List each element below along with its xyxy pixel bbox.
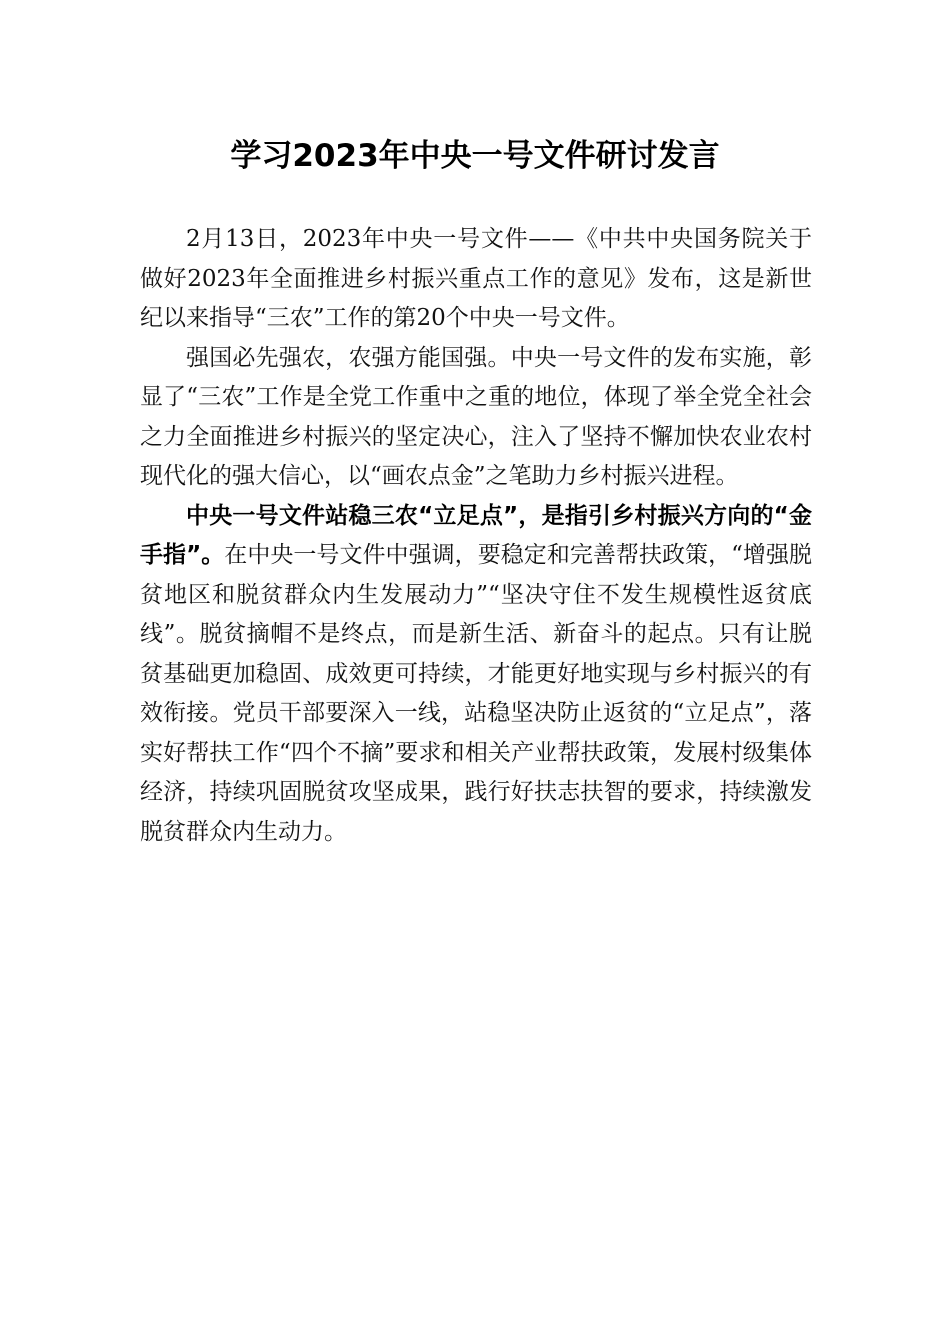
paragraph-heading: 中央一号文件站稳三农“立足点”，是指引乡村振兴方向的“金手指”。 [140,502,812,568]
paragraph-intro [140,220,812,339]
document-body [140,220,812,852]
paragraph-text: 在中央一号文件中强调，要稳定和完善帮扶政策，“增强脱贫地区和脱贫群众内生发展动力”“坚决守住不发生规模性返贫底线”。脱贫摘帽不是终点，而是新生活、新奋斗的起点。只有让脱贫基础更加稳固、成效更可持续，才能更好地实现与乡村振兴的有效衔接。党员干部要深入一线，站稳坚决防止返贫的“立足点”，落实好帮扶工作“四个不摘”要求和相关产业帮扶政策，发展村级集体经济，持续巩固脱贫攻坚成果，践行好扶志扶智的要求，持续激发脱贫群众内生动力。 [140,542,812,845]
document-title: 学习2023年中央一号文件研讨发言 [230,138,720,174]
paragraph-text: 强国必先强农，农强方能国强。中央一号文件的发布实施，彰显了“三农”工作是全党工作重中之重的地位，体现了举全党全社会之力全面推进乡村振兴的坚定决心，注入了坚持不懈加快农业农村现代化的强大信心，以“画农点金”之笔助力乡村振兴进程。 [140,344,812,489]
paragraph-significance [140,339,812,497]
paragraph-foothold [140,497,812,853]
paragraph-text: 2月13日，2023年中央一号文件——《中共中央国务院关于做好2023年全面推进乡村振兴重点工作的意见》发布，这是新世纪以来指导“三农”工作的第20个中央一号文件。 [140,226,812,331]
